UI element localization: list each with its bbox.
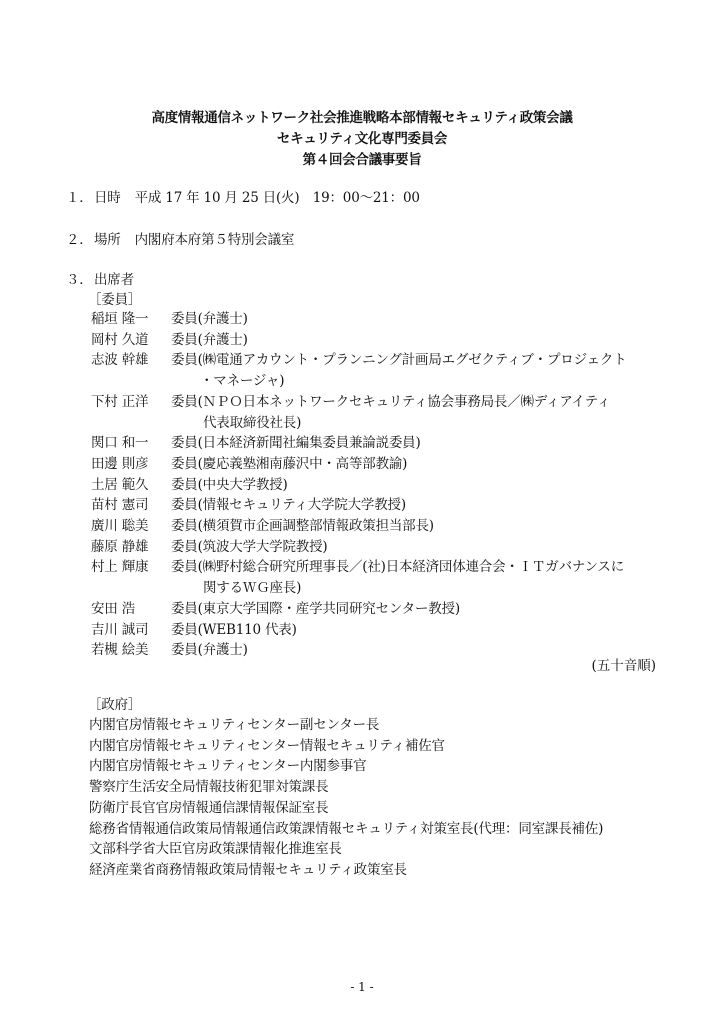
government-member: 経済産業省商務情報政策局情報セキュリティ政策室長: [89, 861, 407, 878]
committee-member: [91, 390, 610, 410]
attendees-item: [66, 268, 134, 288]
member-name: 岡村 久道: [91, 331, 149, 348]
member-role-continuation: 関するＷＧ座長): [203, 580, 302, 597]
committee-member: [91, 328, 248, 348]
member-name: 関口 和一: [91, 435, 149, 452]
document-title-line-3: 第４回会合議事要旨: [302, 152, 422, 168]
committee-member: [91, 348, 627, 368]
page-number: - 1 -: [350, 980, 374, 994]
member-role: 委員(㈱電通アカウント・プランニング計画局エグゼクティブ・プロジェクト: [171, 352, 627, 369]
government-member: 内閣官房情報セキュリティセンター情報セキュリティ補佐官: [89, 737, 445, 754]
member-name: 稲垣 隆一: [91, 311, 149, 327]
member-name: 苗村 憲司: [91, 497, 149, 514]
member-role: 委員(東京大学国際・産学共同研究センター教授): [171, 600, 460, 617]
government-heading: ［政府］: [88, 697, 142, 713]
government-member: 総務省情報通信政策局情報通信政策課情報セキュリティ対策室長(代理：同室課長補佐): [89, 820, 604, 837]
committee-member: [91, 473, 288, 493]
order-note: (五十音順): [591, 658, 656, 674]
document-title-line-2: セキュリティ文化専門委員会: [276, 131, 448, 147]
member-role-continuation: ・マネージャ): [200, 373, 285, 390]
member-role: 委員(筑波大学大学院教授): [171, 538, 328, 555]
date-number: １．: [66, 190, 93, 206]
place-number: ２．: [66, 232, 93, 248]
member-role: 委員(WEB110 代表): [171, 621, 297, 638]
member-role: 委員(ＮＰＯ日本ネットワークセキュリティ協会事務局長／㈱ディアイティ: [171, 393, 611, 410]
member-role: 委員(弁護士): [171, 311, 248, 327]
member-role: 委員(弁護士): [171, 642, 248, 659]
committee-member: [91, 638, 248, 658]
committee-heading: ［委員］: [88, 292, 142, 308]
committee-member: [91, 514, 434, 534]
member-role-continuation: 代表取締役社長): [203, 414, 302, 431]
attendees-number: ３．: [66, 272, 93, 288]
committee-member: [91, 597, 460, 617]
member-name: 若槻 絵美: [91, 642, 149, 659]
member-name: 志波 幹雄: [91, 352, 149, 369]
committee-member: [91, 493, 406, 513]
member-role: 委員(日本経済新聞社編集委員兼論説委員): [171, 435, 421, 452]
committee-member: [91, 452, 407, 472]
member-name: 藤原 静雄: [91, 538, 149, 555]
committee-member: [91, 307, 248, 327]
government-member: 防衛庁長官官房情報通信課情報保証室長: [89, 799, 329, 816]
member-role: 委員(中央大学教授): [171, 476, 288, 493]
government-member: 警察庁生活安全局情報技術犯罪対策課長: [89, 779, 329, 796]
member-role: 委員(情報セキュリティ大学院大学教授): [171, 497, 406, 514]
member-name: 安田 浩: [91, 600, 135, 617]
place-label: 場所: [94, 232, 121, 248]
committee-member: [91, 535, 327, 555]
date-item: [66, 186, 420, 206]
member-role: 委員(横須賀市企画調整部情報政策担当部長): [171, 518, 434, 534]
member-name: 土居 範久: [91, 476, 149, 493]
committee-member: [91, 555, 624, 575]
date-value: 平成 17 年 10 月 25 日(火) 19：00～21：00: [134, 190, 420, 206]
committee-member: [91, 618, 297, 638]
document-title-line-1: 高度情報通信ネットワーク社会推進戦略本部情報セキュリティ政策会議: [151, 110, 573, 126]
member-name: 下村 正洋: [91, 393, 149, 410]
member-name: 廣川 聡美: [91, 518, 149, 534]
government-member: 文部科学省大臣官房政策課情報化推進室長: [89, 841, 342, 858]
member-name: 吉川 誠司: [91, 621, 149, 638]
member-role: 委員(弁護士): [171, 331, 248, 348]
committee-member: [91, 431, 421, 451]
member-name: 村上 輝康: [91, 559, 149, 576]
member-name: 田邊 則彦: [91, 455, 149, 472]
member-role: 委員(㈱野村総合研究所理事長／(社)日本経済団体連合会・ＩＴガバナンスに: [171, 559, 625, 576]
member-role: 委員(慶応義塾湘南藤沢中・高等部教諭): [171, 455, 408, 472]
attendees-label: 出席者: [94, 272, 134, 288]
government-member: 内閣官房情報セキュリティセンター内閣参事官: [89, 758, 367, 775]
date-label: 日時: [94, 190, 121, 206]
place-value: 内閣府本府第５特別会議室: [134, 232, 295, 248]
government-member: 内閣官房情報セキュリティセンター副センター長: [89, 717, 380, 733]
place-item: [66, 228, 294, 248]
